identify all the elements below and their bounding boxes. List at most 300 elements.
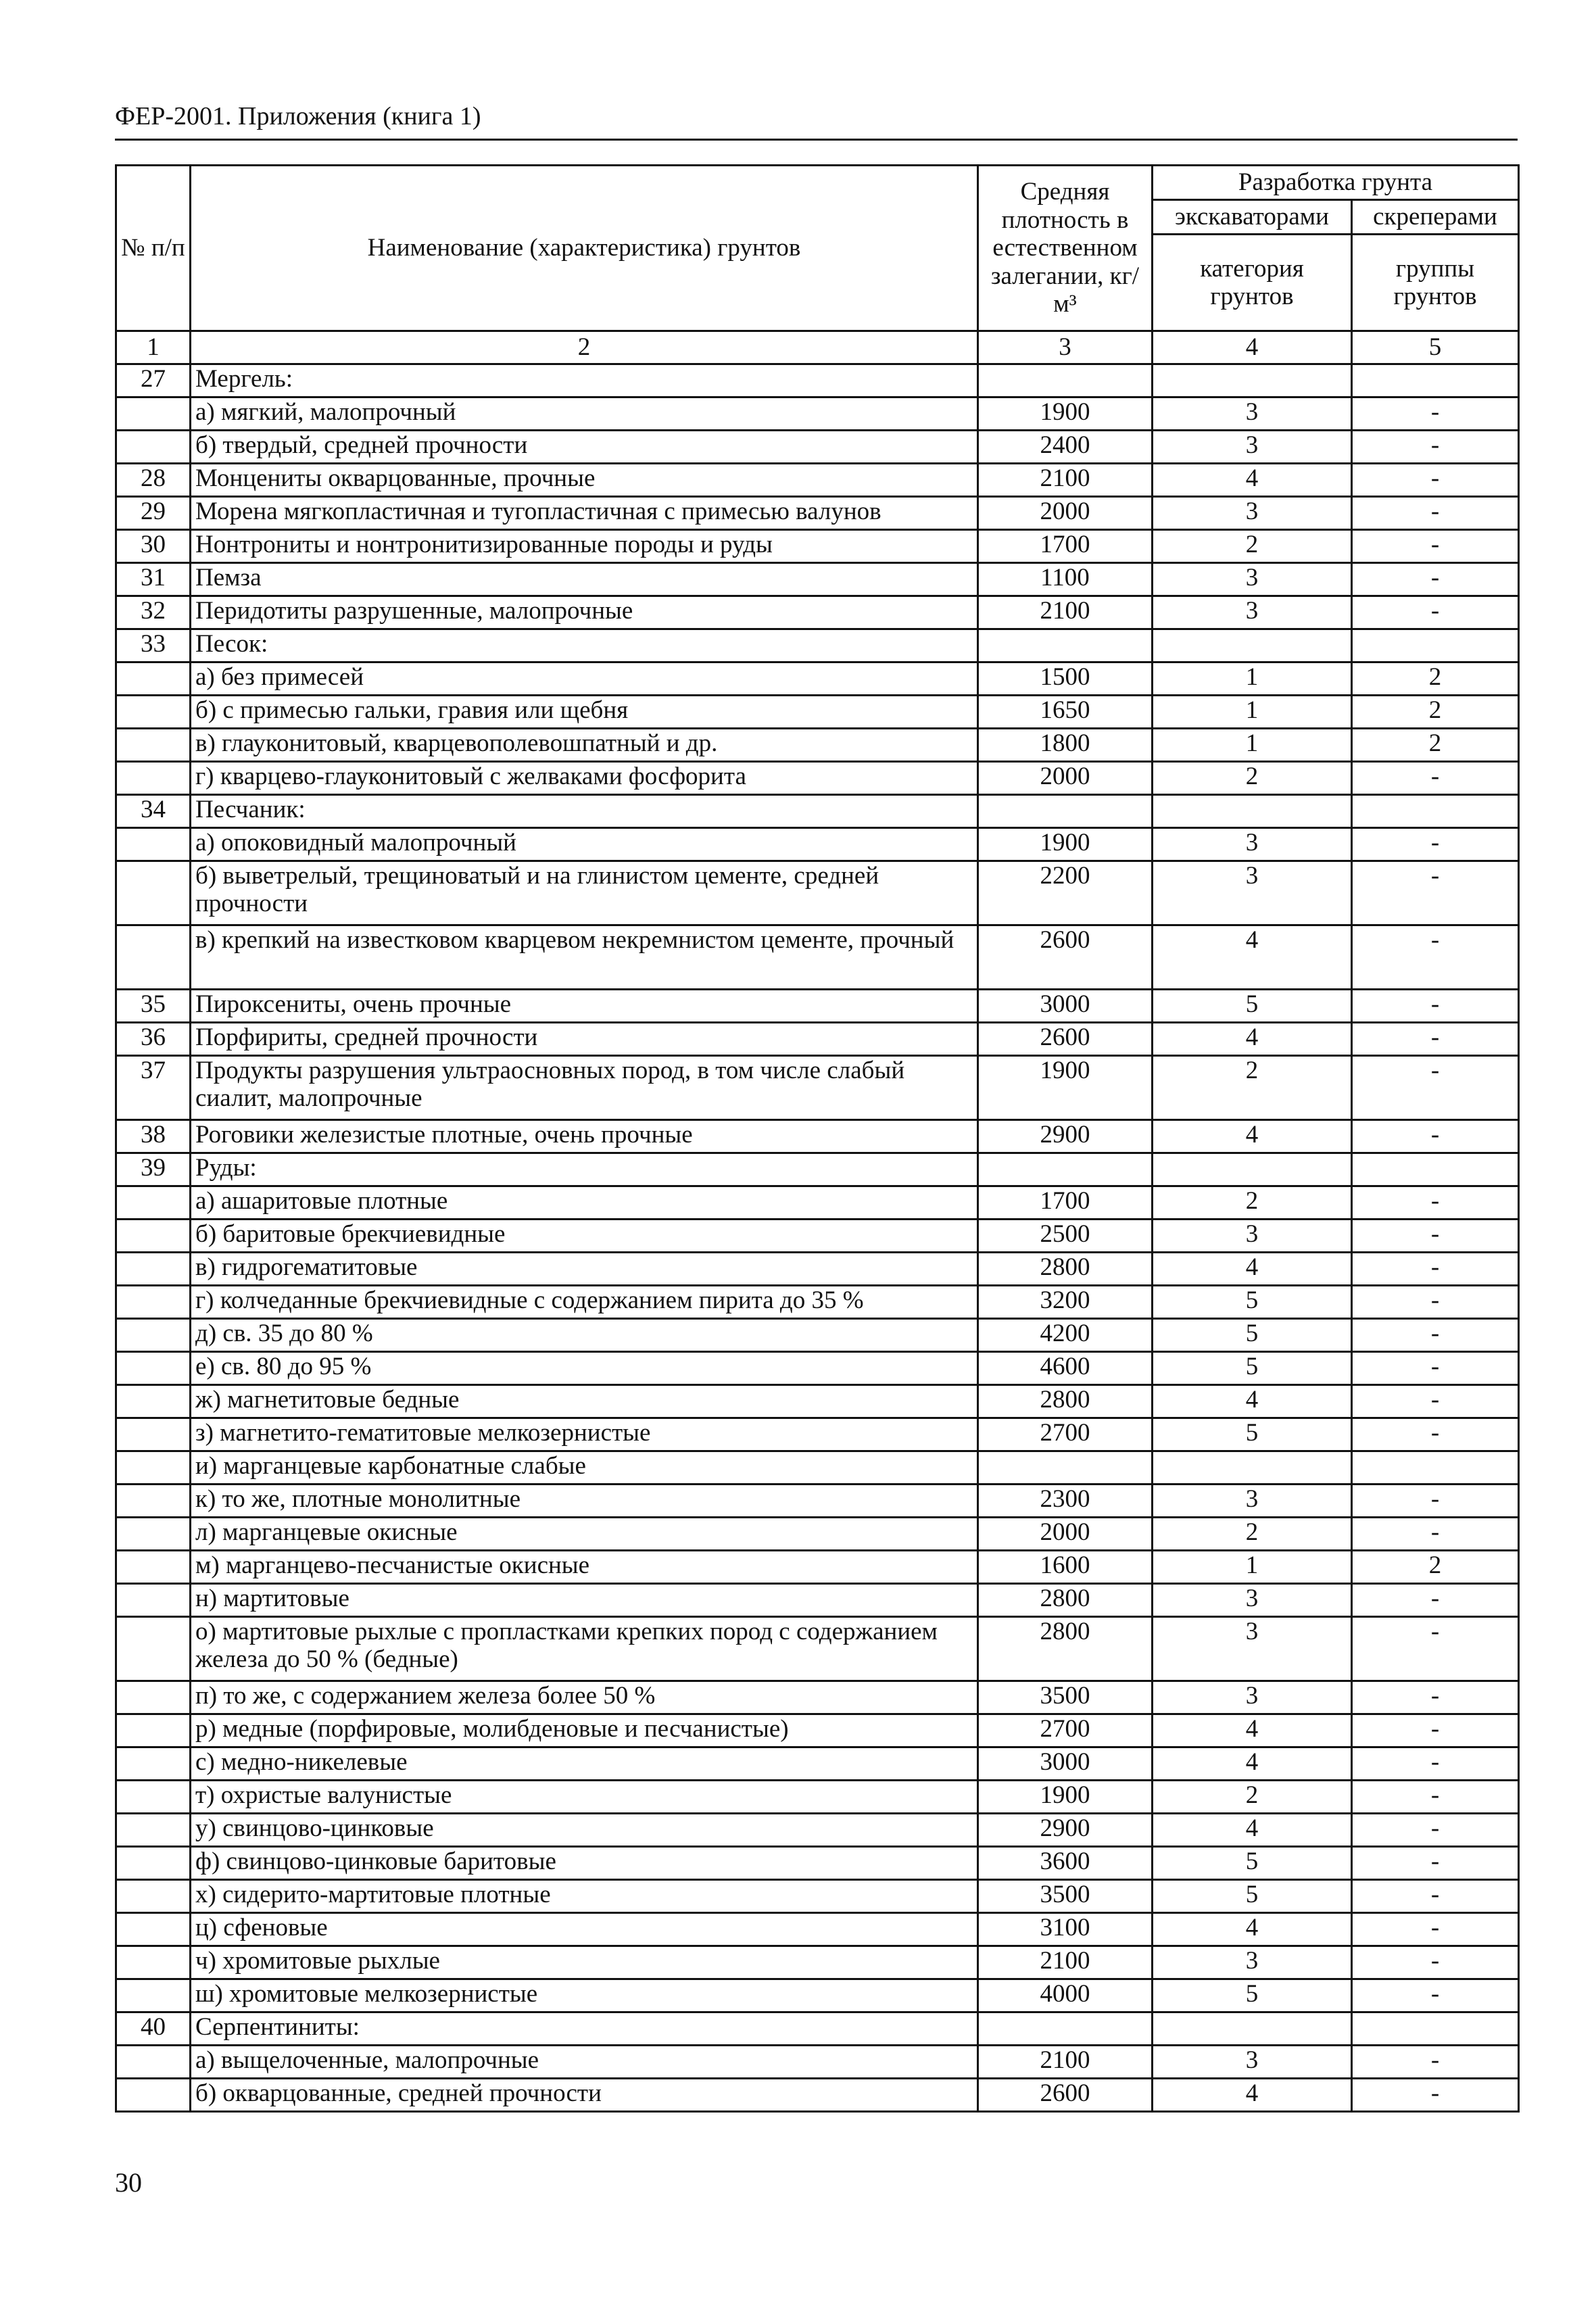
row-category: 3	[1153, 2046, 1352, 2079]
table-row	[116, 1781, 1519, 1814]
table-row	[116, 1714, 1519, 1747]
row-category: 3	[1153, 1617, 1352, 1681]
row-category: 4	[1153, 1023, 1352, 1056]
table-row	[116, 1518, 1519, 1551]
row-name: а) выщелоченные, малопрочные	[191, 2046, 978, 2079]
row-group: -	[1352, 1319, 1519, 1352]
row-category: 5	[1153, 1847, 1352, 1880]
row-density: 3200	[978, 1286, 1153, 1319]
table-row	[116, 629, 1519, 662]
col-number: 2	[191, 331, 978, 364]
table-row	[116, 795, 1519, 828]
row-num	[116, 1385, 191, 1418]
row-group: -	[1352, 1979, 1519, 2012]
col-number: 3	[978, 331, 1153, 364]
row-category: 4	[1153, 1814, 1352, 1847]
row-num	[116, 397, 191, 431]
table-row	[116, 1847, 1519, 1880]
table-row	[116, 1153, 1519, 1186]
row-num: 37	[116, 1056, 191, 1120]
row-name: ш) хромитовые мелкозернистые	[191, 1979, 978, 2012]
row-name: а) ашаритовые плотные	[191, 1186, 978, 1220]
row-name: Песок:	[191, 629, 978, 662]
row-category: 1	[1153, 729, 1352, 762]
row-num: 39	[116, 1153, 191, 1186]
row-category: 3	[1153, 563, 1352, 596]
row-name: Песчаник:	[191, 795, 978, 828]
row-num: 30	[116, 530, 191, 563]
row-num: 32	[116, 596, 191, 629]
row-name: ж) магнетитовые бедные	[191, 1385, 978, 1418]
table-row	[116, 1979, 1519, 2012]
row-name: н) мартитовые	[191, 1584, 978, 1617]
table-row	[116, 431, 1519, 464]
row-density: 3000	[978, 990, 1153, 1023]
row-category: 3	[1153, 397, 1352, 431]
row-category: 1	[1153, 696, 1352, 729]
row-num	[116, 696, 191, 729]
row-num	[116, 1979, 191, 2012]
row-group: 2	[1352, 696, 1519, 729]
row-group: -	[1352, 1913, 1519, 1946]
row-name: Роговики железистые плотные, очень прочные	[191, 1120, 978, 1153]
table-row	[116, 762, 1519, 795]
row-category: 3	[1153, 1485, 1352, 1518]
row-num	[116, 925, 191, 990]
row-name: д) св. 35 до 80 %	[191, 1319, 978, 1352]
table-row	[116, 1913, 1519, 1946]
row-group: -	[1352, 1485, 1519, 1518]
row-name: у) свинцово-цинковые	[191, 1814, 978, 1847]
row-density: 1700	[978, 530, 1153, 563]
row-name: Монцениты окварцованные, прочные	[191, 464, 978, 497]
row-name: з) магнетито-гематитовые мелкозернистые	[191, 1418, 978, 1451]
row-name: ф) свинцово-цинковые баритовые	[191, 1847, 978, 1880]
row-density: 2100	[978, 1946, 1153, 1979]
row-category: 5	[1153, 1418, 1352, 1451]
row-name: б) окварцованные, средней прочности	[191, 2079, 978, 2112]
row-density: 2800	[978, 1584, 1153, 1617]
row-density: 1800	[978, 729, 1153, 762]
row-density: 2800	[978, 1253, 1153, 1286]
header-group-title: Разработка грунта	[1153, 166, 1519, 200]
row-group: -	[1352, 1186, 1519, 1220]
row-group	[1352, 2012, 1519, 2046]
row-num: 35	[116, 990, 191, 1023]
table-row	[116, 2012, 1519, 2046]
table-row	[116, 2046, 1519, 2079]
row-name: с) медно-никелевые	[191, 1747, 978, 1781]
row-num: 36	[116, 1023, 191, 1056]
table-row	[116, 1056, 1519, 1120]
table-row	[116, 1186, 1519, 1220]
row-num	[116, 1485, 191, 1518]
row-num	[116, 1913, 191, 1946]
row-num	[116, 1518, 191, 1551]
row-density: 2000	[978, 1518, 1153, 1551]
header-num: № п/п	[116, 166, 191, 331]
row-name: а) опоковидный малопрочный	[191, 828, 978, 861]
row-category: 3	[1153, 497, 1352, 530]
row-num	[116, 861, 191, 925]
row-num	[116, 2046, 191, 2079]
table-row	[116, 1418, 1519, 1451]
table-row	[116, 1485, 1519, 1518]
row-group: -	[1352, 431, 1519, 464]
row-category: 4	[1153, 1253, 1352, 1286]
table-row	[116, 925, 1519, 990]
table-row	[116, 1220, 1519, 1253]
table-row	[116, 662, 1519, 696]
row-category: 3	[1153, 1584, 1352, 1617]
soil-table	[115, 164, 1520, 2113]
row-name: к) то же, плотные монолитные	[191, 1485, 978, 1518]
row-density: 2700	[978, 1418, 1153, 1451]
row-name: е) св. 80 до 95 %	[191, 1352, 978, 1385]
row-density	[978, 1153, 1153, 1186]
row-num	[116, 2079, 191, 2112]
row-group: -	[1352, 1286, 1519, 1319]
table-row	[116, 1023, 1519, 1056]
row-density: 3500	[978, 1880, 1153, 1913]
row-name: Морена мягкопластичная и тугопластичная с примесью валунов	[191, 497, 978, 530]
page-header-title: ФЕР-2001. Приложения (книга 1)	[115, 102, 481, 130]
row-num	[116, 828, 191, 861]
table-row	[116, 696, 1519, 729]
row-density: 3100	[978, 1913, 1153, 1946]
row-category: 3	[1153, 1220, 1352, 1253]
row-density: 2000	[978, 497, 1153, 530]
row-num	[116, 1286, 191, 1319]
row-category: 3	[1153, 1946, 1352, 1979]
row-density: 2300	[978, 1485, 1153, 1518]
row-name: л) марганцевые окисные	[191, 1518, 978, 1551]
row-num	[116, 762, 191, 795]
row-density: 1100	[978, 563, 1153, 596]
row-density: 2100	[978, 596, 1153, 629]
row-name: г) колчеданные брекчиевидные с содержанием пирита до 35 %	[191, 1286, 978, 1319]
row-group: -	[1352, 1253, 1519, 1286]
col-number: 5	[1352, 331, 1519, 364]
row-category: 3	[1153, 861, 1352, 925]
row-name: Пироксениты, очень прочные	[191, 990, 978, 1023]
row-category: 4	[1153, 1120, 1352, 1153]
row-category: 4	[1153, 1913, 1352, 1946]
row-density: 4600	[978, 1352, 1153, 1385]
row-density: 2400	[978, 431, 1153, 464]
row-category: 5	[1153, 1352, 1352, 1385]
header-name: Наименование (характеристика) грунтов	[191, 166, 978, 331]
table-row	[116, 530, 1519, 563]
row-category: 5	[1153, 1880, 1352, 1913]
row-group: -	[1352, 1584, 1519, 1617]
row-group: -	[1352, 1352, 1519, 1385]
row-num: 28	[116, 464, 191, 497]
row-num: 40	[116, 2012, 191, 2046]
table-row	[116, 1584, 1519, 1617]
row-density	[978, 2012, 1153, 2046]
row-category: 4	[1153, 925, 1352, 990]
row-name: ч) хромитовые рыхлые	[191, 1946, 978, 1979]
col-number: 1	[116, 331, 191, 364]
row-category: 1	[1153, 662, 1352, 696]
row-density: 4000	[978, 1979, 1153, 2012]
row-num	[116, 1319, 191, 1352]
row-group: -	[1352, 1946, 1519, 1979]
table-row	[116, 861, 1519, 925]
row-num	[116, 1946, 191, 1979]
row-group: -	[1352, 1418, 1519, 1451]
row-category: 5	[1153, 990, 1352, 1023]
row-name: и) марганцевые карбонатные слабые	[191, 1451, 978, 1485]
row-group: -	[1352, 1056, 1519, 1120]
row-density: 1900	[978, 1056, 1153, 1120]
row-name: г) кварцево-глауконитовый с желваками фосфорита	[191, 762, 978, 795]
row-group: -	[1352, 1617, 1519, 1681]
row-num	[116, 1418, 191, 1451]
table-row	[116, 397, 1519, 431]
table-row	[116, 1551, 1519, 1584]
page-number: 30	[115, 2167, 142, 2198]
row-category: 2	[1153, 1186, 1352, 1220]
row-category	[1153, 2012, 1352, 2046]
row-density: 3600	[978, 1847, 1153, 1880]
row-group: -	[1352, 1781, 1519, 1814]
row-group: -	[1352, 1518, 1519, 1551]
row-category: 2	[1153, 1518, 1352, 1551]
row-category: 4	[1153, 1714, 1352, 1747]
row-name: п) то же, с содержанием железа более 50 %	[191, 1681, 978, 1714]
row-group	[1352, 629, 1519, 662]
row-num	[116, 1847, 191, 1880]
row-density: 1650	[978, 696, 1153, 729]
row-density: 1500	[978, 662, 1153, 696]
row-category: 1	[1153, 1551, 1352, 1584]
row-name: а) без примесей	[191, 662, 978, 696]
row-name: т) охристые валунистые	[191, 1781, 978, 1814]
row-group: -	[1352, 497, 1519, 530]
row-num	[116, 1253, 191, 1286]
header-groups: группы грунтов	[1352, 235, 1519, 331]
row-group: -	[1352, 1023, 1519, 1056]
row-name: Руды:	[191, 1153, 978, 1186]
row-num: 33	[116, 629, 191, 662]
row-density	[978, 1451, 1153, 1485]
table-row	[116, 464, 1519, 497]
table-row	[116, 2079, 1519, 2112]
row-group: -	[1352, 1847, 1519, 1880]
row-name: Пемза	[191, 563, 978, 596]
table-row	[116, 1880, 1519, 1913]
row-group: -	[1352, 596, 1519, 629]
row-category: 2	[1153, 1781, 1352, 1814]
row-name: а) мягкий, малопрочный	[191, 397, 978, 431]
row-num: 34	[116, 795, 191, 828]
row-group: -	[1352, 464, 1519, 497]
row-num	[116, 1451, 191, 1485]
row-name: в) гидрогематитовые	[191, 1253, 978, 1286]
row-group: -	[1352, 1814, 1519, 1847]
table-row	[116, 990, 1519, 1023]
table-row	[116, 596, 1519, 629]
row-density: 1900	[978, 1781, 1153, 1814]
row-category: 2	[1153, 530, 1352, 563]
row-category: 2	[1153, 762, 1352, 795]
row-density: 2800	[978, 1617, 1153, 1681]
row-density: 1700	[978, 1186, 1153, 1220]
header-density: Средняя плотность в естественном залегании, кг/м³	[978, 166, 1153, 331]
row-group: -	[1352, 1747, 1519, 1781]
table-row	[116, 1352, 1519, 1385]
row-num	[116, 1747, 191, 1781]
row-density: 2200	[978, 861, 1153, 925]
table-row	[116, 563, 1519, 596]
table-row	[116, 1385, 1519, 1418]
row-name: ц) сфеновые	[191, 1913, 978, 1946]
col-number: 4	[1153, 331, 1352, 364]
row-group	[1352, 795, 1519, 828]
table-row	[116, 828, 1519, 861]
row-group: 2	[1352, 662, 1519, 696]
row-category: 3	[1153, 1681, 1352, 1714]
row-density: 2700	[978, 1714, 1153, 1747]
row-category: 4	[1153, 1747, 1352, 1781]
row-group: -	[1352, 925, 1519, 990]
row-density: 2100	[978, 2046, 1153, 2079]
header-rule	[115, 139, 1518, 141]
row-category: 2	[1153, 1056, 1352, 1120]
row-group	[1352, 1153, 1519, 1186]
row-group: -	[1352, 762, 1519, 795]
row-density: 3500	[978, 1681, 1153, 1714]
row-name: Перидотиты разрушенные, малопрочные	[191, 596, 978, 629]
row-group: -	[1352, 530, 1519, 563]
row-category	[1153, 1451, 1352, 1485]
row-num	[116, 1186, 191, 1220]
row-num: 27	[116, 364, 191, 397]
row-name: б) с примесью гальки, гравия или щебня	[191, 696, 978, 729]
row-density: 2800	[978, 1385, 1153, 1418]
row-group: -	[1352, 990, 1519, 1023]
row-group: -	[1352, 861, 1519, 925]
table-row	[116, 1946, 1519, 1979]
row-num	[116, 431, 191, 464]
row-group: -	[1352, 397, 1519, 431]
header-scrapers: скреперами	[1352, 200, 1519, 235]
row-density: 2900	[978, 1120, 1153, 1153]
row-category	[1153, 629, 1352, 662]
table-row	[116, 1120, 1519, 1153]
row-group: -	[1352, 2046, 1519, 2079]
row-category	[1153, 795, 1352, 828]
row-density: 2600	[978, 2079, 1153, 2112]
row-density: 3000	[978, 1747, 1153, 1781]
row-group: 2	[1352, 729, 1519, 762]
table-row	[116, 1617, 1519, 1681]
table-row	[116, 1253, 1519, 1286]
row-num	[116, 1220, 191, 1253]
row-name: Продукты разрушения ультраосновных пород, в том числе слабый сиалит, малопрочные	[191, 1056, 978, 1120]
row-category: 5	[1153, 1286, 1352, 1319]
row-group	[1352, 1451, 1519, 1485]
row-group: -	[1352, 1681, 1519, 1714]
header-category: категория грунтов	[1153, 235, 1352, 331]
row-num	[116, 1584, 191, 1617]
row-density: 2600	[978, 1023, 1153, 1056]
row-name: б) твердый, средней прочности	[191, 431, 978, 464]
row-category: 3	[1153, 596, 1352, 629]
table-row	[116, 364, 1519, 397]
table-row	[116, 1747, 1519, 1781]
row-group: 2	[1352, 1551, 1519, 1584]
row-num	[116, 1781, 191, 1814]
row-group: -	[1352, 1880, 1519, 1913]
table-row	[116, 729, 1519, 762]
table-row	[116, 1681, 1519, 1714]
row-category: 4	[1153, 2079, 1352, 2112]
row-group: -	[1352, 828, 1519, 861]
row-density	[978, 795, 1153, 828]
row-group: -	[1352, 1714, 1519, 1747]
row-category: 4	[1153, 1385, 1352, 1418]
row-num: 29	[116, 497, 191, 530]
row-group: -	[1352, 563, 1519, 596]
row-group: -	[1352, 1120, 1519, 1153]
row-num	[116, 1617, 191, 1681]
table-row	[116, 497, 1519, 530]
row-num	[116, 1880, 191, 1913]
row-num: 31	[116, 563, 191, 596]
row-num	[116, 1714, 191, 1747]
table-row	[116, 1814, 1519, 1847]
row-group: -	[1352, 1385, 1519, 1418]
row-num	[116, 1814, 191, 1847]
row-density: 2600	[978, 925, 1153, 990]
row-density: 1900	[978, 397, 1153, 431]
row-density: 2500	[978, 1220, 1153, 1253]
row-name: б) выветрелый, трещиноватый и на глинистом цементе, средней прочности	[191, 861, 978, 925]
row-num	[116, 1551, 191, 1584]
row-density: 1900	[978, 828, 1153, 861]
row-num	[116, 662, 191, 696]
row-density	[978, 629, 1153, 662]
row-category: 3	[1153, 431, 1352, 464]
table-row	[116, 1319, 1519, 1352]
row-category	[1153, 1153, 1352, 1186]
row-density: 2900	[978, 1814, 1153, 1847]
row-category: 4	[1153, 464, 1352, 497]
row-category: 3	[1153, 828, 1352, 861]
row-density: 2000	[978, 762, 1153, 795]
table-row	[116, 1451, 1519, 1485]
table-body	[116, 364, 1519, 2112]
row-name: в) крепкий на известковом кварцевом некремнистом цементе, прочный	[191, 925, 978, 990]
row-num	[116, 729, 191, 762]
row-density: 4200	[978, 1319, 1153, 1352]
row-name: х) сидерито-мартитовые плотные	[191, 1880, 978, 1913]
row-category: 5	[1153, 1319, 1352, 1352]
row-density: 1600	[978, 1551, 1153, 1584]
row-name: Серпентиниты:	[191, 2012, 978, 2046]
row-category	[1153, 364, 1352, 397]
row-group: -	[1352, 2079, 1519, 2112]
row-name: Нонтрониты и нонтронитизированные породы и руды	[191, 530, 978, 563]
row-num	[116, 1352, 191, 1385]
row-name: б) баритовые брекчиевидные	[191, 1220, 978, 1253]
row-num: 38	[116, 1120, 191, 1153]
row-name: Мергель:	[191, 364, 978, 397]
row-name: м) марганцево-песчанистые окисные	[191, 1551, 978, 1584]
